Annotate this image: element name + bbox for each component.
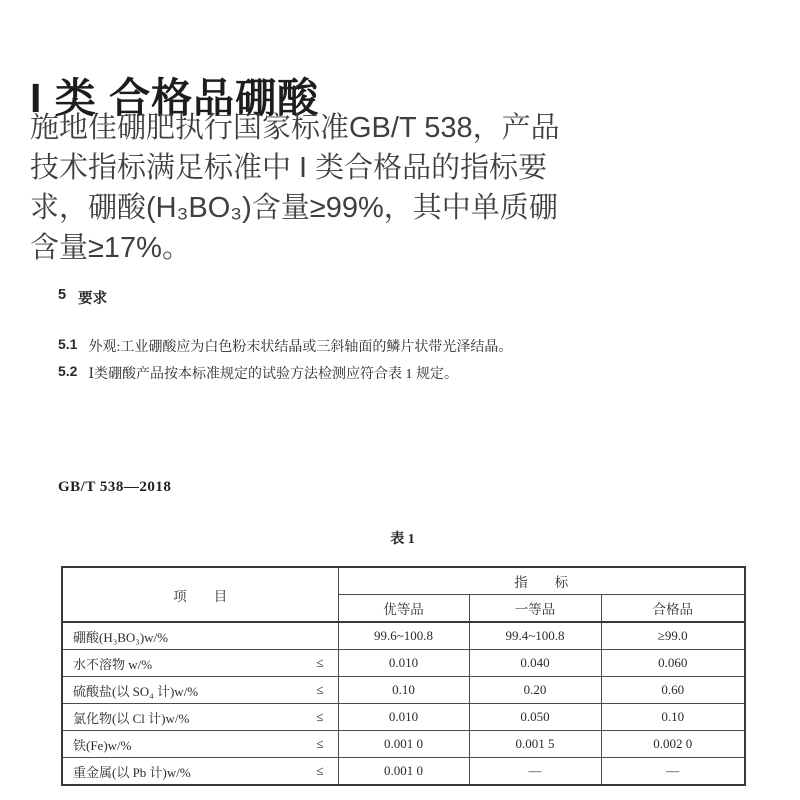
clause-5-2 [58, 363, 458, 383]
item-cell [63, 654, 338, 673]
item-cell [63, 627, 338, 646]
value-cell: 0.010 [338, 650, 469, 677]
section-heading [58, 287, 107, 308]
clause-text: Ⅰ类硼酸产品按本标准规定的试验方法检测应符合表 1 规定。 [88, 367, 458, 382]
item-name: 氯化物(以 Cl 计)w/% [73, 710, 190, 726]
item-cell [63, 708, 338, 727]
item-name: 硫酸盐(以 SO₄ 计)w/% [73, 683, 199, 699]
item-name: 硼酸(H₃BO₃)w/% [73, 629, 168, 645]
value-cell: 0.20 [469, 677, 601, 704]
limit-sign: ≤ [316, 763, 324, 778]
value-cell: 0.001 5 [469, 731, 601, 758]
table-header-row [62, 567, 745, 595]
value-cell: — [469, 758, 601, 786]
limit-sign: ≤ [316, 709, 324, 724]
column-header-qualified-grade: 合格品 [601, 595, 745, 623]
value-cell: 0.010 [338, 704, 469, 731]
item-name: 铁(Fe)w/% [73, 737, 132, 753]
item-name: 水不溶物 w/% [73, 656, 153, 672]
clause-5-1 [58, 336, 512, 356]
value-cell: 0.001 0 [338, 758, 469, 786]
item-cell [63, 735, 338, 754]
clause-number: 5.2 [58, 363, 78, 379]
table-row [62, 758, 745, 786]
item-cell [63, 681, 338, 700]
value-cell: 0.050 [469, 704, 601, 731]
table-row [62, 650, 745, 677]
section-number: 5 [58, 287, 67, 303]
section-title: 要求 [78, 291, 108, 307]
standard-code: GB/T 538—2018 [58, 479, 172, 495]
limit-sign: ≤ [316, 736, 324, 751]
description-line: 求，硼酸(H₃BO₃)含量≥99%，其中单质硼 [30, 192, 558, 224]
specification-table [61, 566, 746, 786]
column-header-indicator: 指 标 [338, 567, 745, 595]
description-line: 含量≥17%。 [30, 232, 191, 264]
column-header-premium-grade: 优等品 [338, 595, 469, 623]
value-cell: 0.10 [338, 677, 469, 704]
table-caption: 表 1 [390, 532, 415, 547]
table-row [62, 704, 745, 731]
limit-sign: ≤ [316, 682, 324, 697]
clause-number: 5.1 [58, 336, 78, 352]
value-cell: 0.001 0 [338, 731, 469, 758]
page-title: I 类 合格品硼酸 [30, 75, 320, 122]
value-cell: 0.002 0 [601, 731, 745, 758]
description-line: 技术指标满足标准中 I 类合格品的指标要 [30, 152, 548, 184]
table-row [62, 622, 745, 650]
table-row [62, 677, 745, 704]
item-cell [63, 762, 338, 781]
value-cell: 0.040 [469, 650, 601, 677]
value-cell: — [601, 758, 745, 786]
limit-sign: ≤ [316, 655, 324, 670]
value-cell: 0.10 [601, 704, 745, 731]
value-cell: 99.6~100.8 [338, 622, 469, 650]
column-header-item: 项 目 [62, 567, 338, 622]
value-cell: 99.4~100.8 [469, 622, 601, 650]
item-name: 重金属(以 Pb 计)w/% [73, 764, 191, 780]
column-header-first-grade: 一等品 [469, 595, 601, 623]
value-cell: 0.060 [601, 650, 745, 677]
clause-text: 外观:工业硼酸应为白色粉末状结晶或三斜轴面的鳞片状带光泽结晶。 [88, 340, 513, 355]
table-row [62, 731, 745, 758]
description-line: 施地佳硼肥执行国家标准GB/T 538，产品 [30, 112, 560, 144]
value-cell: 0.60 [601, 677, 745, 704]
value-cell: ≥99.0 [601, 622, 745, 650]
